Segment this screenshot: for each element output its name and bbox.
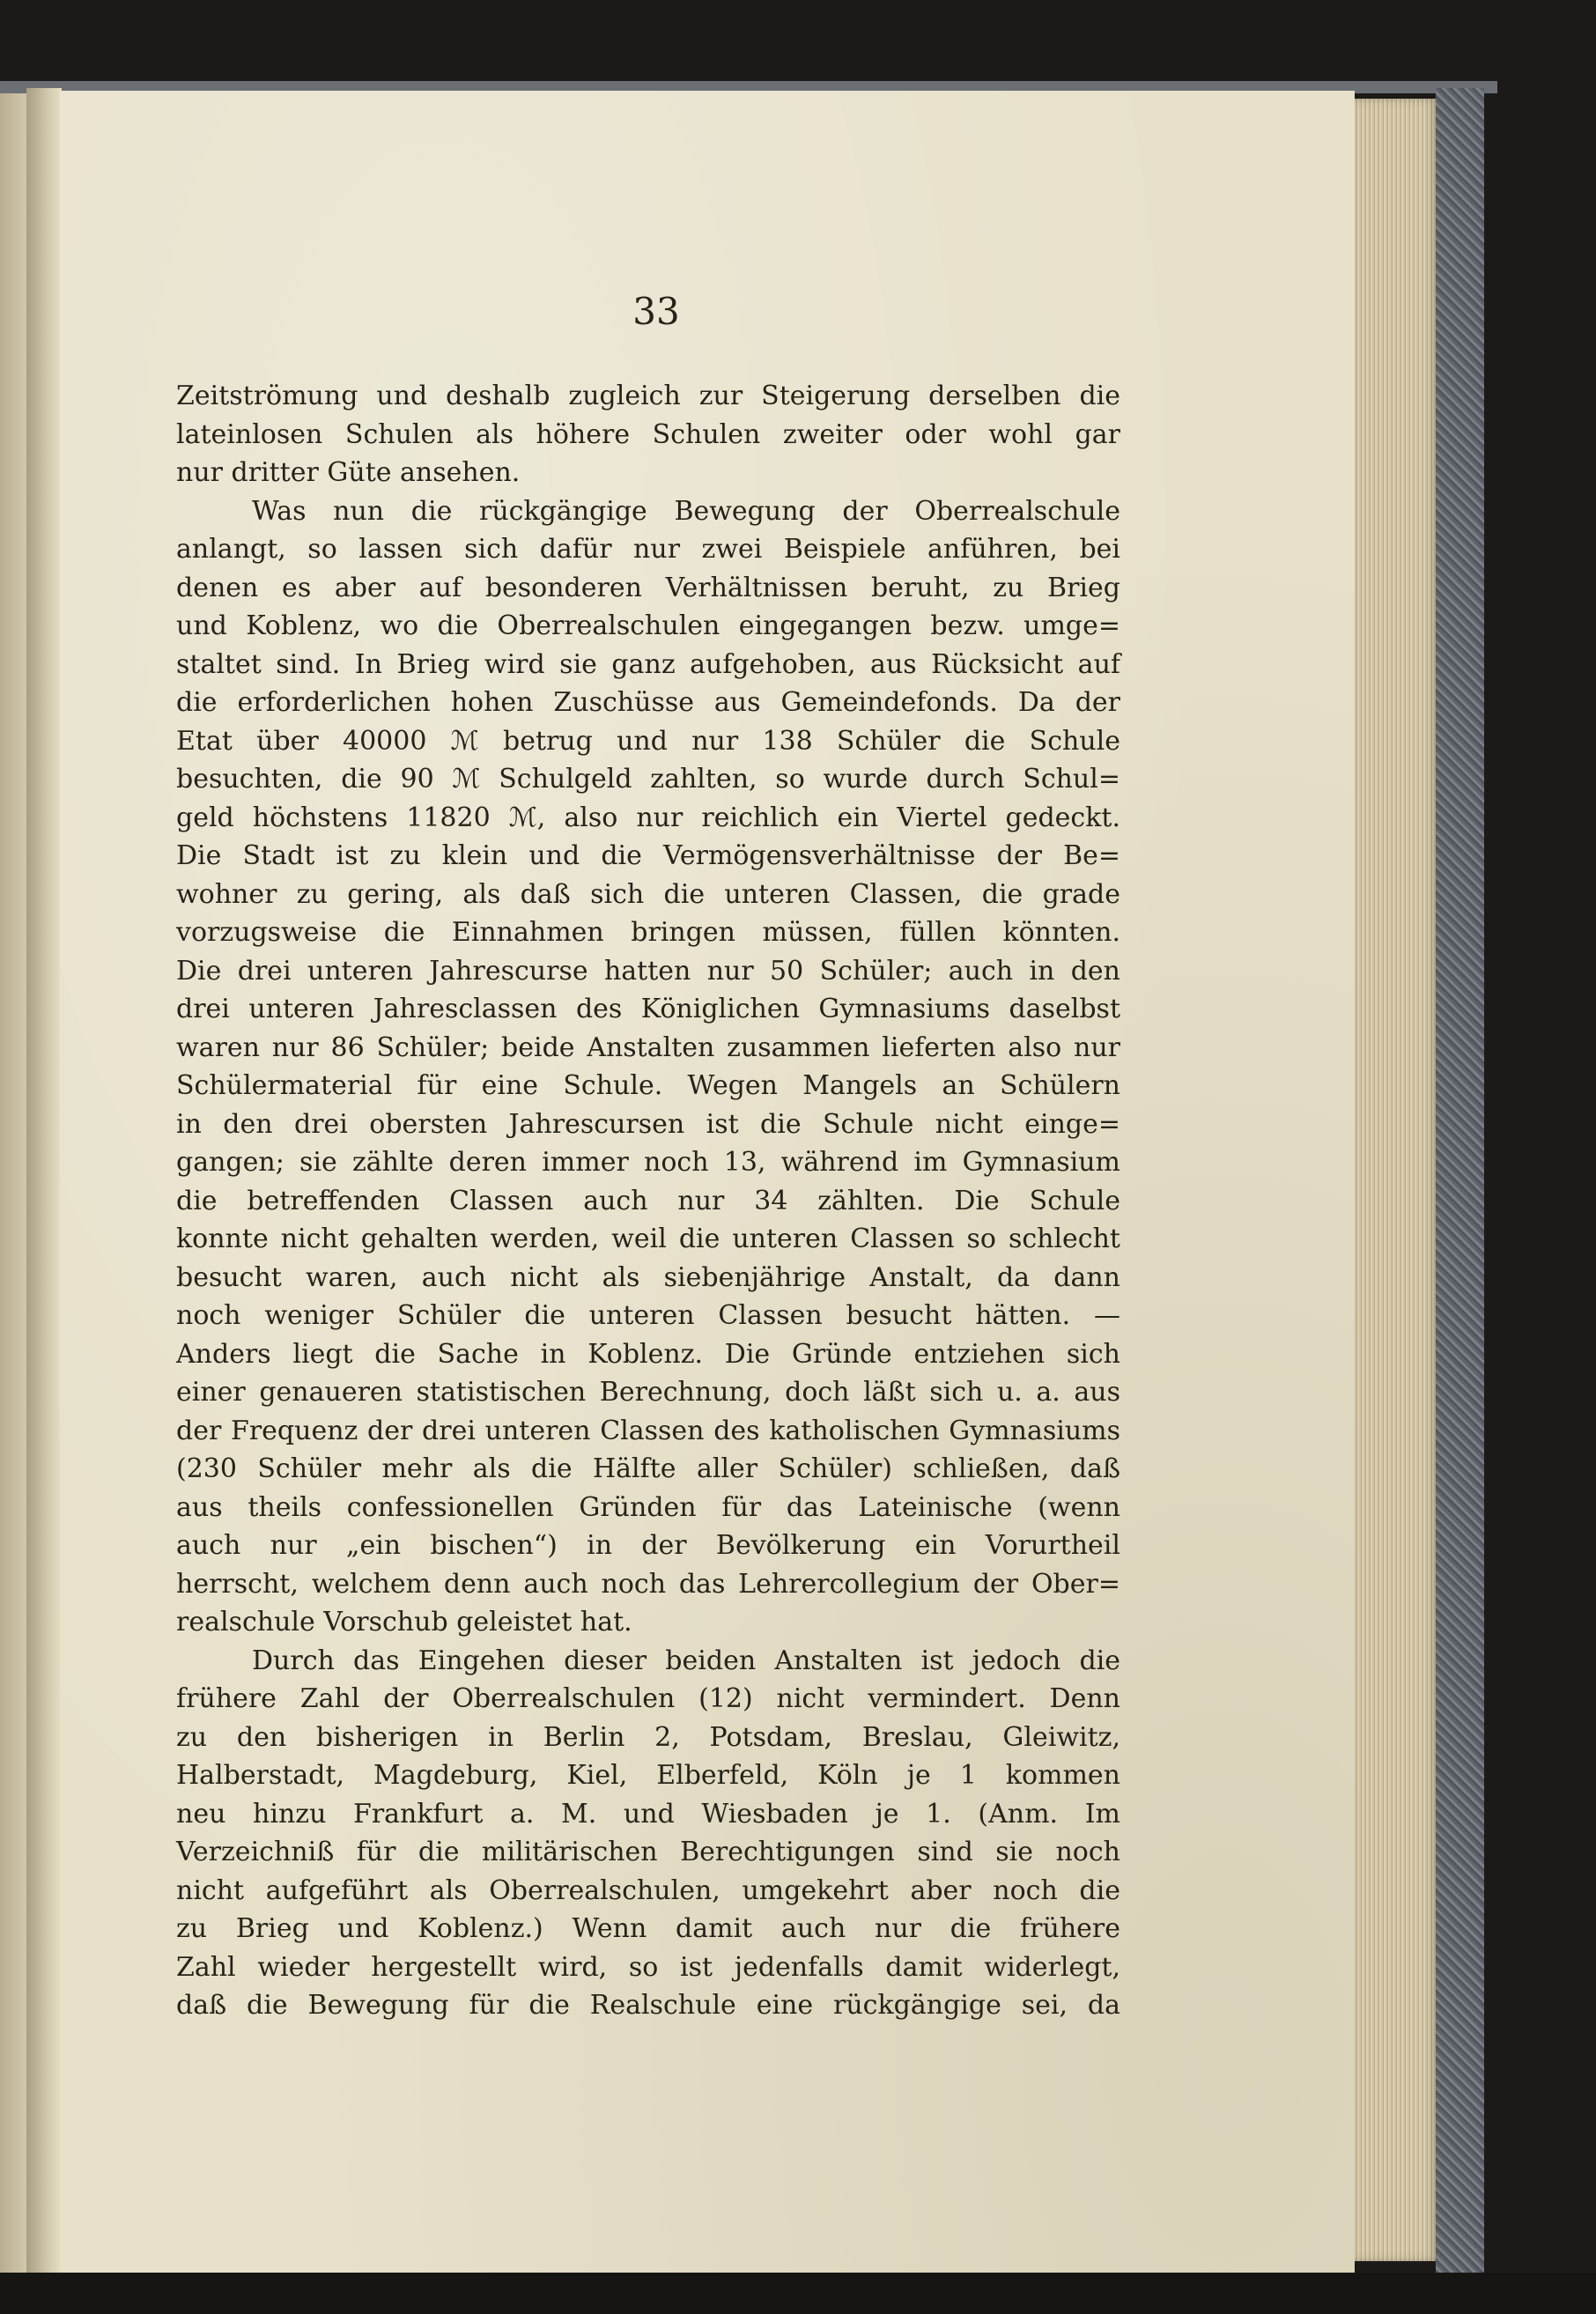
book-cover-right bbox=[1436, 88, 1484, 2273]
text-line: Zahl wieder hergestellt wird, so ist jedenfalls damit widerlegt, bbox=[176, 1951, 1120, 1983]
text-line: Verzeichniß für die militärischen Berechtigungen sind sie noch bbox=[176, 1837, 1120, 1867]
book-gutter bbox=[26, 88, 62, 2273]
text-line: realschule Vorschub geleistet hat. bbox=[176, 1607, 632, 1638]
text-line: in den drei obersten Jahrescursen ist die Schule nicht einge= bbox=[176, 1108, 1120, 1140]
text-line: zu den bisherigen in Berlin 2, Potsdam, Breslau, Gleiwitz, bbox=[176, 1721, 1120, 1753]
text-line: noch weniger Schüler die unteren Classen besucht hätten. — bbox=[176, 1300, 1120, 1331]
text-line: und Koblenz, wo die Oberrealschulen eingegangen bezw. umge= bbox=[176, 610, 1120, 641]
text-line: besuchten, die 90 ℳ Schulgeld zahlten, so wurde durch Schul= bbox=[176, 764, 1120, 795]
text-line: lateinlosen Schulen als höhere Schulen zweiter oder wohl gar bbox=[176, 418, 1120, 450]
text-line: Was nun die rückgängige Bewegung der Oberrealschule bbox=[252, 495, 1120, 527]
text-line: Etat über 40000 ℳ betrug und nur 138 Schüler die Schule bbox=[176, 725, 1120, 757]
text-line: waren nur 86 Schüler; beide Anstalten zusammen lieferten also nur bbox=[176, 1031, 1120, 1063]
text-line: besucht waren, auch nicht als siebenjährige Anstalt, da dann bbox=[176, 1261, 1120, 1293]
scan-background bbox=[0, 2273, 1596, 2314]
text-line: denen es aber auf besonderen Verhältnissen beruht, zu Brieg bbox=[176, 572, 1120, 603]
text-line: auch nur „ein bischen“) in der Bevölkerung ein Vorurtheil bbox=[176, 1530, 1120, 1561]
text-line: Durch das Eingehen dieser beiden Anstalten ist jedoch die bbox=[252, 1645, 1120, 1676]
text-line: Die drei unteren Jahrescurse hatten nur 50 Schüler; auch in den bbox=[176, 955, 1120, 987]
text-line: gangen; sie zählte deren immer noch 13, während im Gymnasium bbox=[176, 1147, 1120, 1178]
text-line: herrscht, welchem denn auch noch das Lehrercollegium der Ober= bbox=[176, 1568, 1120, 1600]
text-line: der Frequenz der drei unteren Classen des katholischen Gymnasiums bbox=[176, 1415, 1120, 1446]
text-line: nicht aufgeführt als Oberrealschulen, umgekehrt aber noch die bbox=[176, 1874, 1120, 1906]
text-line: geld höchstens 11820 ℳ, also nur reichlich ein Viertel gedeckt. bbox=[176, 802, 1120, 833]
text-line: Die Stadt ist zu klein und die Vermögensverhältnisse der Be= bbox=[176, 840, 1120, 871]
text-line: wohner zu gering, als daß sich die unteren Classen, die grade bbox=[176, 878, 1120, 910]
text-line: aus theils confessionellen Gründen für das Lateinische (wenn bbox=[176, 1491, 1120, 1523]
text-line: die erforderlichen hohen Zuschüsse aus Gemeindefonds. Da der bbox=[176, 687, 1120, 718]
text-line: vorzugsweise die Einnahmen bringen müssen, füllen könnten. bbox=[176, 917, 1120, 948]
text-line: nur dritter Güte ansehen. bbox=[176, 457, 521, 488]
page-edges bbox=[1355, 99, 1438, 2261]
text-line: Schülermaterial für eine Schule. Wegen Mangels an Schülern bbox=[176, 1070, 1120, 1101]
text-line: frühere Zahl der Oberrealschulen (12) nicht vermindert. Denn bbox=[176, 1683, 1120, 1714]
text-line: konnte nicht gehalten werden, weil die unteren Classen so schlecht bbox=[176, 1224, 1120, 1254]
text-line: neu hinzu Frankfurt a. M. und Wiesbaden je 1. (Anm. Im bbox=[176, 1798, 1120, 1830]
body-text bbox=[176, 377, 1120, 2025]
text-line: (230 Schüler mehr als die Hälfte aller Schüler) schließen, daß bbox=[176, 1453, 1120, 1484]
text-line: anlangt, so lassen sich dafür nur zwei Beispiele anführen, bei bbox=[176, 534, 1120, 565]
text-line: einer genaueren statistischen Berechnung, doch läßt sich u. a. aus bbox=[176, 1377, 1120, 1408]
text-line: Anders liegt die Sache in Koblenz. Die Gründe entziehen sich bbox=[176, 1338, 1120, 1370]
text-line: staltet sind. In Brieg wird sie ganz aufgehoben, aus Rücksicht auf bbox=[176, 648, 1120, 680]
text-line: daß die Bewegung für die Realschule eine rückgängige sei, da bbox=[176, 1990, 1120, 2021]
text-line: Halberstadt, Magdeburg, Kiel, Elberfeld, Köln je 1 kommen bbox=[176, 1760, 1120, 1791]
page-number: 33 bbox=[632, 290, 680, 333]
text-line: drei unteren Jahresclassen des Königlichen Gymnasiums daselbst bbox=[176, 994, 1120, 1024]
text-line: Zeitströmung und deshalb zugleich zur Steigerung derselben die bbox=[176, 381, 1120, 411]
text-line: zu Brieg und Koblenz.) Wenn damit auch nur die frühere bbox=[176, 1913, 1120, 1944]
text-line: die betreffenden Classen auch nur 34 zählten. Die Schule bbox=[176, 1185, 1120, 1216]
